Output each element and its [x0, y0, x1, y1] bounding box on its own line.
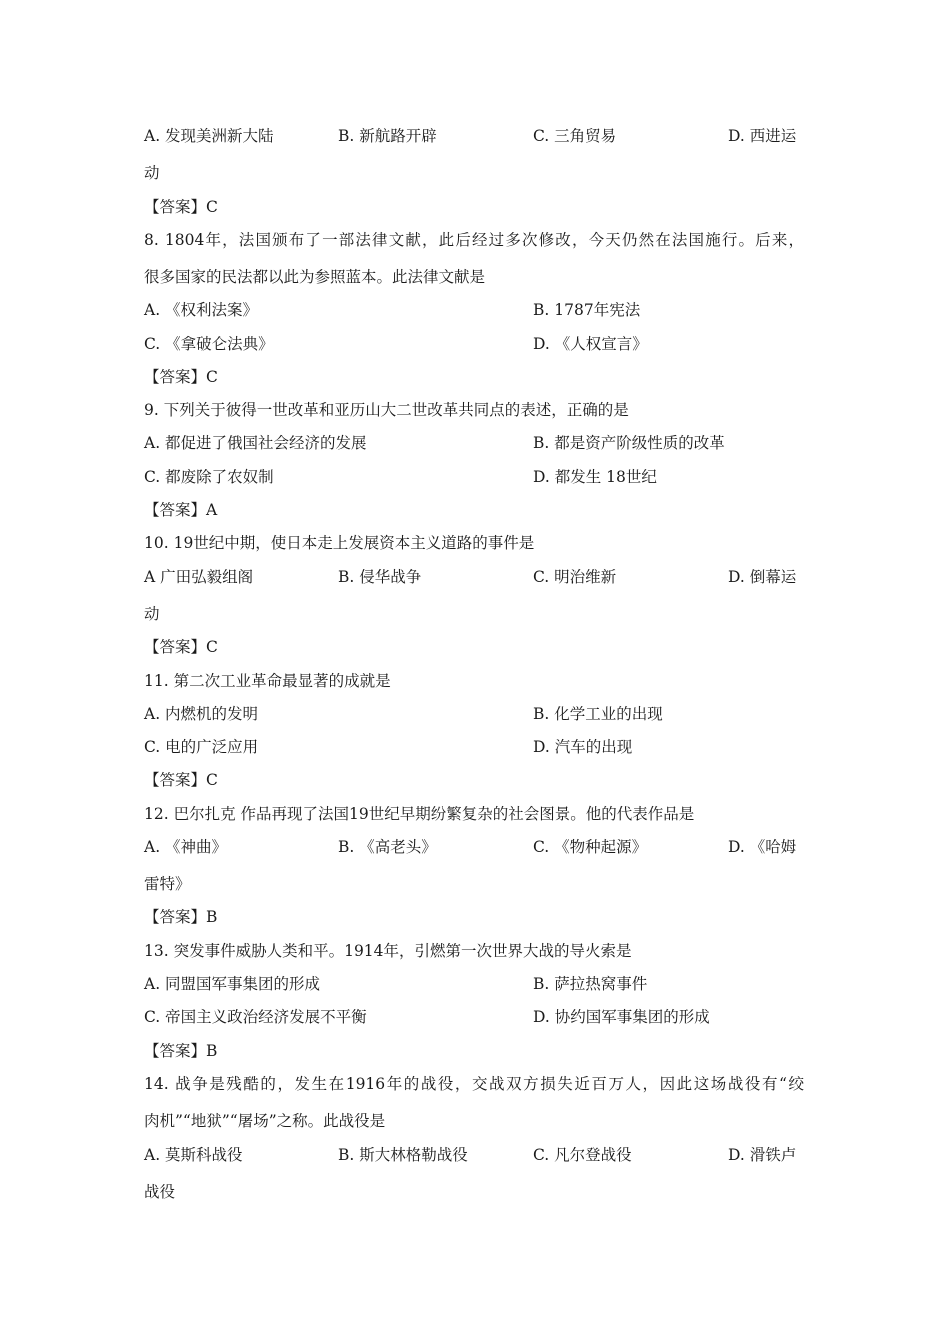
q13-options-row-1: [144, 973, 804, 995]
q12-option-a: A. 《神曲》: [144, 838, 228, 856]
q11-stem: [144, 670, 804, 692]
q10-option-c: C. 明治维新: [533, 568, 617, 586]
q13-option-d: D. 协约国军事集团的形成: [533, 1008, 710, 1026]
q11-option-d: D. 汽车的出现: [533, 738, 633, 756]
q9-options-row-1: [144, 432, 804, 454]
q14-option-d-continuation: 战役: [144, 1183, 176, 1201]
q7-option-d: D. 西进运: [728, 127, 797, 145]
q10-answer-text: 【答案】C: [144, 638, 218, 656]
q10-answer: [144, 636, 804, 658]
q14-option-b: B. 斯大林格勒战役: [338, 1146, 468, 1164]
q9-stem-text: 9. 下列关于彼得一世改革和亚历山大二世改革共同点的表述，正确的是: [144, 401, 629, 419]
q8-stem-text-1: 8. 1804年，法国颁布了一部法律文献，此后经过多次修改，今天仍然在法国施行。后来，: [144, 231, 804, 249]
q10-options-row: [144, 566, 804, 588]
q8-option-d: D. 《人权宣言》: [533, 335, 648, 353]
q14-stem-text-1: 14. 战争是残酷的，发生在1916年的战役，交战双方损失近百万人，因此这场战役有“绞: [144, 1075, 804, 1093]
q12-option-d: D. 《哈姆: [728, 838, 797, 856]
q14-option-d: D. 滑铁卢: [728, 1146, 797, 1164]
q10-option-d: D. 倒幕运: [728, 568, 797, 586]
q14-stem-line1: [144, 1073, 804, 1095]
q8-options-row-2: [144, 333, 804, 355]
q13-stem-text: 13. 突发事件威胁人类和平。1914年，引燃第一次世界大战的导火索是: [144, 942, 632, 960]
q12-option-d-continuation: 雷特》: [144, 875, 191, 893]
q9-options-row-2: [144, 466, 804, 488]
q13-option-c: C. 帝国主义政治经济发展不平衡: [144, 1008, 367, 1026]
q14-stem-line2: [144, 1110, 804, 1132]
q7-option-a: A. 发现美洲新大陆: [144, 127, 274, 145]
q11-option-b: B. 化学工业的出现: [533, 705, 663, 723]
q12-stem: [144, 803, 804, 825]
q9-option-c: C. 都废除了农奴制: [144, 468, 274, 486]
q9-stem: [144, 399, 804, 421]
q12-option-c: C. 《物种起源》: [533, 838, 648, 856]
q10-stem-text: 10. 19世纪中期，使日本走上发展资本主义道路的事件是: [144, 534, 535, 552]
q11-stem-text: 11. 第二次工业革命最显著的成就是: [144, 672, 391, 690]
q10-option-d-wrap: [144, 603, 804, 625]
q14-option-c: C. 凡尔登战役: [533, 1146, 632, 1164]
q10-stem: [144, 532, 804, 554]
q8-answer-text: 【答案】C: [144, 368, 218, 386]
q10-option-a: A 广田弘毅组阁: [144, 568, 254, 586]
q11-options-row-1: [144, 703, 804, 725]
q13-answer: [144, 1040, 804, 1062]
q7-answer: [144, 196, 804, 218]
q11-option-c: C. 电的广泛应用: [144, 738, 259, 756]
q8-option-c: C. 《拿破仑法典》: [144, 335, 274, 353]
q13-answer-text: 【答案】B: [144, 1042, 218, 1060]
q12-answer-text: 【答案】B: [144, 908, 218, 926]
q7-option-d-wrap: [144, 162, 804, 184]
q9-option-a: A. 都促进了俄国社会经济的发展: [144, 434, 367, 452]
q8-stem-line2: [144, 266, 804, 288]
q7-option-d-continuation: 动: [144, 164, 160, 182]
q9-answer: [144, 499, 804, 521]
q12-option-d-wrap: [144, 873, 804, 895]
q10-option-d-continuation: 动: [144, 605, 160, 623]
q11-options-row-2: [144, 736, 804, 758]
q14-options-row: [144, 1144, 804, 1166]
q12-stem-text: 12. 巴尔扎克 作品再现了法国19世纪早期纷繁复杂的社会图景。他的代表作品是: [144, 805, 695, 823]
q10-option-b: B. 侵华战争: [338, 568, 422, 586]
q14-stem-text-2: 肉机”“地狱”“屠场”之称。此战役是: [144, 1112, 386, 1130]
q8-option-a: A. 《权利法案》: [144, 301, 259, 319]
q13-option-a: A. 同盟国军事集团的形成: [144, 975, 321, 993]
q12-answer: [144, 906, 804, 928]
q7-answer-text: 【答案】C: [144, 198, 218, 216]
q12-options-row: [144, 836, 804, 858]
q9-option-b: B. 都是资产阶级性质的改革: [533, 434, 725, 452]
q8-option-b: B. 1787年宪法: [533, 301, 641, 319]
q11-option-a: A. 内燃机的发明: [144, 705, 259, 723]
q9-answer-text: 【答案】A: [144, 501, 218, 519]
q13-stem: [144, 940, 804, 962]
q12-option-b: B. 《高老头》: [338, 838, 437, 856]
q8-answer: [144, 366, 804, 388]
q8-stem-text-2: 很多国家的民法都以此为参照蓝本。此法律文献是: [144, 268, 486, 286]
q9-option-d: D. 都发生 18世纪: [533, 468, 657, 486]
q8-stem-line1: [144, 229, 804, 251]
q13-options-row-2: [144, 1006, 804, 1028]
q14-option-d-wrap: [144, 1181, 804, 1203]
q8-options-row-1: [144, 299, 804, 321]
q13-option-b: B. 萨拉热窝事件: [533, 975, 648, 993]
q11-answer: [144, 769, 804, 791]
q11-answer-text: 【答案】C: [144, 771, 218, 789]
q7-option-c: C. 三角贸易: [533, 127, 617, 145]
q7-options-row: [144, 125, 804, 147]
q7-option-b: B. 新航路开辟: [338, 127, 437, 145]
q14-option-a: A. 莫斯科战役: [144, 1146, 243, 1164]
